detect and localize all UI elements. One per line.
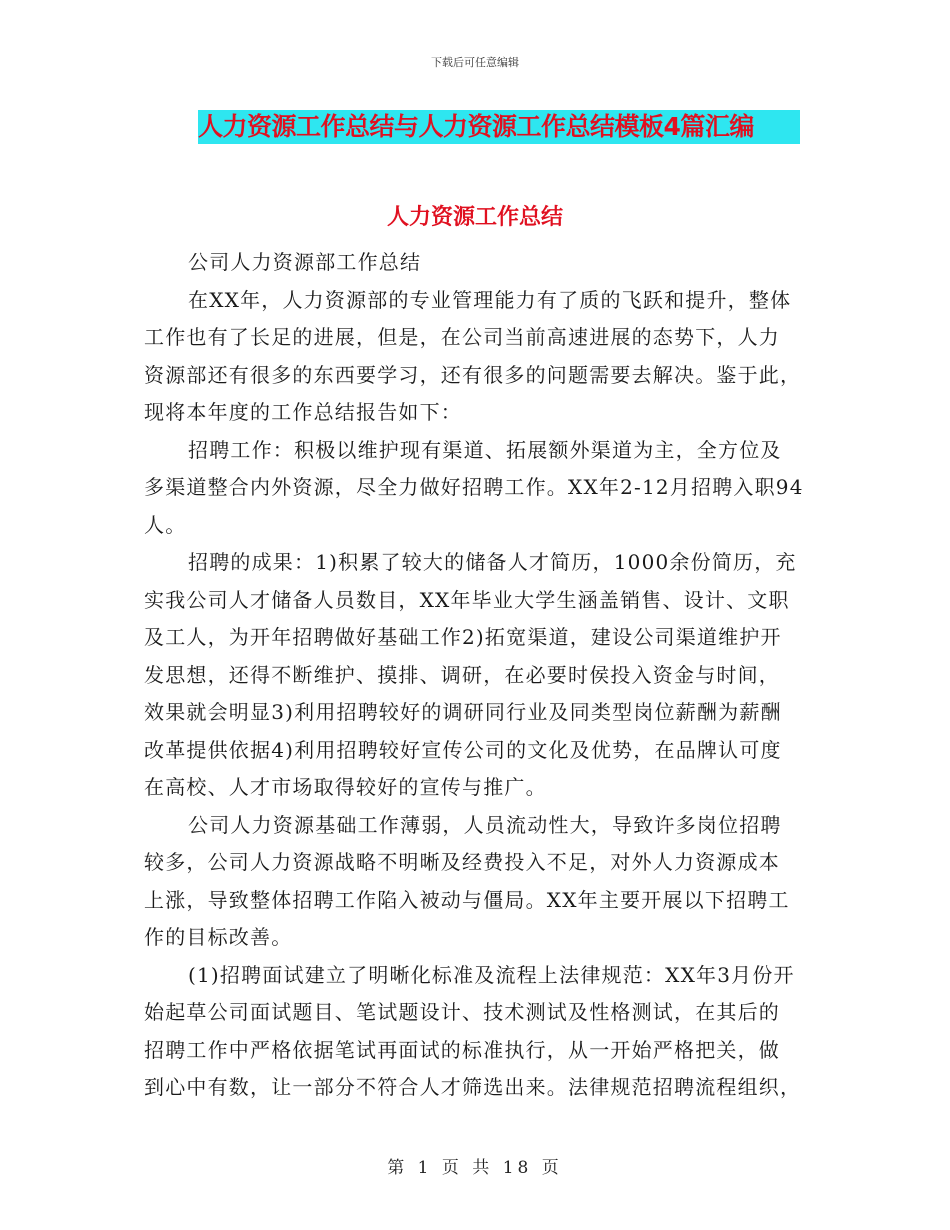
paragraph-line: 多渠道整合内外资源，尽全力做好招聘工作。XX年2-12月招聘入职94 [144,475,804,499]
page-footer: 第 1 页 共 18 页 [387,1158,563,1178]
paragraph-line: 资源部还有很多的东西要学习，还有很多的问题需要去解决。鉴于此， [144,362,802,387]
paragraph-line: 较多，公司人力资源战略不明晰及经费投入不足，对外人力资源成本 [144,850,780,874]
paragraph-line: 在高校、人才市场取得较好的宣传与推广。 [144,775,547,799]
paragraph-line: 公司人力资源部工作总结 [188,250,422,274]
paragraph-line: 在XX年，人力资源部的专业管理能力有了质的飞跃和提升，整体 [188,287,792,312]
section-title: 人力资源工作总结 [386,205,563,230]
paragraph-line: 及工人，为开年招聘做好基础工作2)拓宽渠道，建设公司渠道维护开 [144,625,782,649]
paragraph-line: 上涨，导致整体招聘工作陷入被动与僵局。XX年主要开展以下招聘工 [144,887,790,912]
paragraph-line: 作的目标改善。 [144,925,293,949]
document-title: 人力资源工作总结与人力资源工作总结模板4篇汇编 [198,110,800,144]
paragraph-line: 招聘的成果：1)积累了较大的储备人才简历，1000余份简历，充 [188,550,797,574]
paragraph-line: 工作也有了长足的进展，但是，在公司当前高速进展的态势下，人力 [144,325,780,349]
paragraph-line: 始起草公司面试题目、笔试题设计、技术测试及性格测试，在其后的 [144,1000,780,1024]
paragraph-line: 改革提供依据4)利用招聘较好宣传公司的文化及优势，在品牌认可度 [144,737,782,762]
paragraph-line: 效果就会明显3)利用招聘较好的调研同行业及同类型岗位薪酬为薪酬 [144,700,782,724]
paragraph-line: 招聘工作中严格依据笔试再面试的标准执行，从一开始严格把关，做 [144,1037,780,1062]
paragraph-line: 到心中有数，让一部分不符合人才筛选出来。法律规范招聘流程组织， [144,1075,802,1099]
paragraph-line: (1)招聘面试建立了明晰化标准及流程上法律规范：XX年3月份开 [188,962,795,987]
header-note: 下载后可任意编辑 [431,56,519,69]
paragraph-line: 招聘工作：积极以维护现有渠道、拓展额外渠道为主，全方位及 [188,437,782,462]
paragraph-line: 人。 [144,512,187,537]
paragraph-line: 现将本年度的工作总结报告如下： [144,400,462,424]
paragraph-line: 发思想，还得不断维护、摸排、调研，在必要时侯投入资金与时间， [144,662,780,687]
paragraph-line: 公司人力资源基础工作薄弱，人员流动性大，导致许多岗位招聘 [188,812,782,837]
body-text [144,244,804,1107]
paragraph-line: 实我公司人才储备人员数目，XX年毕业大学生涵盖销售、设计、文职 [144,587,790,612]
